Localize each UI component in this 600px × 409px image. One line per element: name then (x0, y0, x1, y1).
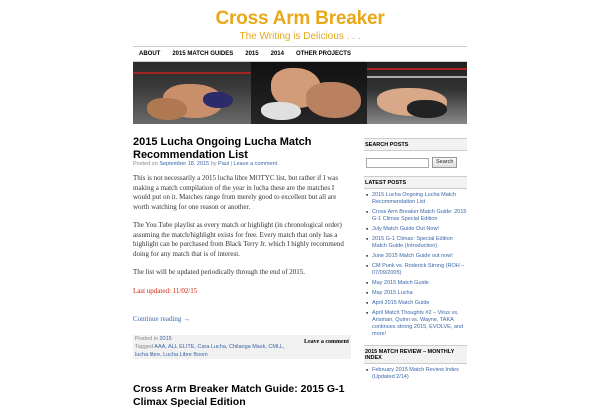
match-review-link[interactable]: ■ February 2015 Match Review Index (Updated 2/14) (364, 367, 467, 381)
banner-wrestling-photo-center (251, 62, 367, 124)
tagged-label: Tagged (135, 344, 154, 350)
post-paragraph: The list will be updated periodically through the end of 2015. (133, 268, 306, 276)
post-title[interactable]: 2015 Lucha Ongoing Lucha Match Recommendation List (133, 136, 312, 161)
post-meta (133, 161, 351, 167)
posted-in-label: Posted in (135, 336, 158, 342)
header-banner-image (133, 62, 467, 124)
match-review-list (364, 364, 467, 388)
nav-item-2015[interactable]: 2015 (245, 51, 259, 57)
leave-comment-link[interactable]: Leave a comment (233, 161, 278, 167)
post-paragraph: This is not necessarily a 2015 lucha libre MOTYC list, but rather if I was making a match compilation of the year in lucha these are the matches I would put on it. Matches range from merely good to excellent but all are worth watching for one reason or another. (133, 174, 339, 211)
tags-line (135, 344, 285, 359)
meta-by: by (210, 161, 217, 167)
search-button[interactable]: Search (432, 157, 457, 168)
post-body (133, 174, 351, 305)
nav-item-other-projects[interactable]: OTHER PROJECTS (295, 51, 351, 57)
main-nav (133, 46, 467, 62)
continue-reading-link[interactable]: Continue reading → (133, 315, 191, 323)
latest-post-link[interactable]: ■ April Match Thoughts #2 – Virus vs. Arisman, Quinn vs. Wayne, TAKA continues strong 2015, EVOLVE, and more! (364, 310, 467, 338)
tag-links[interactable]: AAA, ALL ELITE, Cara Lucha, Chilanga Mask, CMLL, lucha libre, Lucha Libre Boom (135, 344, 285, 358)
latest-post-link[interactable]: ■ June 2015 Match Guide out now! (364, 253, 467, 260)
search-widget-title: SEARCH POSTS (364, 138, 467, 151)
latest-post-link[interactable]: ■ Cross Arm Breaker Match Guide: 2015 G-1 Climax Special Edition (364, 209, 467, 223)
post-footer (133, 335, 351, 359)
sidebar (364, 124, 467, 388)
post-date-link[interactable]: September 18, 2015 (159, 161, 210, 167)
latest-posts-list (364, 189, 467, 345)
latest-post-link[interactable]: ■ May 2015 Match Guide (364, 280, 467, 287)
site-tagline: The Writing is Delicious . . . (239, 31, 361, 42)
site-title[interactable]: Cross Arm Breaker (215, 8, 385, 29)
last-updated-text: Last updated: 11/02/15 (133, 286, 198, 295)
search-input[interactable] (366, 158, 429, 168)
nav-item-2014[interactable]: 2014 (270, 51, 284, 57)
post-paragraph: The You Tube playlist as every match or highlight (in chronological order) assuming the match/highlight exists for free. Every match that only has a highlight can be purchased from Black Terry Jr. which I highly recommend doing for any match that is of interest. (133, 221, 344, 258)
post-title-2[interactable]: Cross Arm Breaker Match Guide: 2015 G-1 Climax Special Edition (133, 383, 345, 408)
search-form (366, 157, 467, 168)
match-review-index-title: 2015 MATCH REVIEW – MONTHLY INDEX (364, 345, 467, 364)
leave-comment-button[interactable]: Leave a comment (304, 339, 349, 345)
nav-item-about[interactable]: ABOUT (139, 51, 161, 57)
latest-post-link[interactable]: ■ April 2015 Match Guide (364, 300, 467, 307)
category-link[interactable]: 2015 (159, 336, 172, 342)
meta-prefix: Posted on (133, 161, 158, 167)
page-wrapper (133, 0, 467, 408)
banner-wrestling-photo-right (367, 62, 467, 124)
latest-post-link[interactable]: ■ May 2015 Lucha (364, 290, 467, 297)
banner-wrestling-photo-left (133, 62, 251, 124)
meta-separator: | (230, 161, 233, 167)
latest-post-link[interactable]: ■ 2015 G-1 Climax: Special Edition Match Guide (Introduction) (364, 236, 467, 250)
posted-in (135, 336, 172, 342)
nav-item-2015-match-guides[interactable]: 2015 MATCH GUIDES (172, 51, 234, 57)
latest-post-link[interactable]: ■ July Match Guide Out Now! (364, 226, 467, 233)
latest-post-link[interactable]: ■ 2015 Lucha Ongoing Lucha Match Recommendation List (364, 192, 467, 206)
author-link[interactable]: Paul (218, 161, 230, 167)
latest-post-link[interactable]: ■ CM Punk vs. Roderick Strong (ROH – 07/09/2005) (364, 263, 467, 277)
latest-posts-title: LATEST POSTS (364, 176, 467, 189)
